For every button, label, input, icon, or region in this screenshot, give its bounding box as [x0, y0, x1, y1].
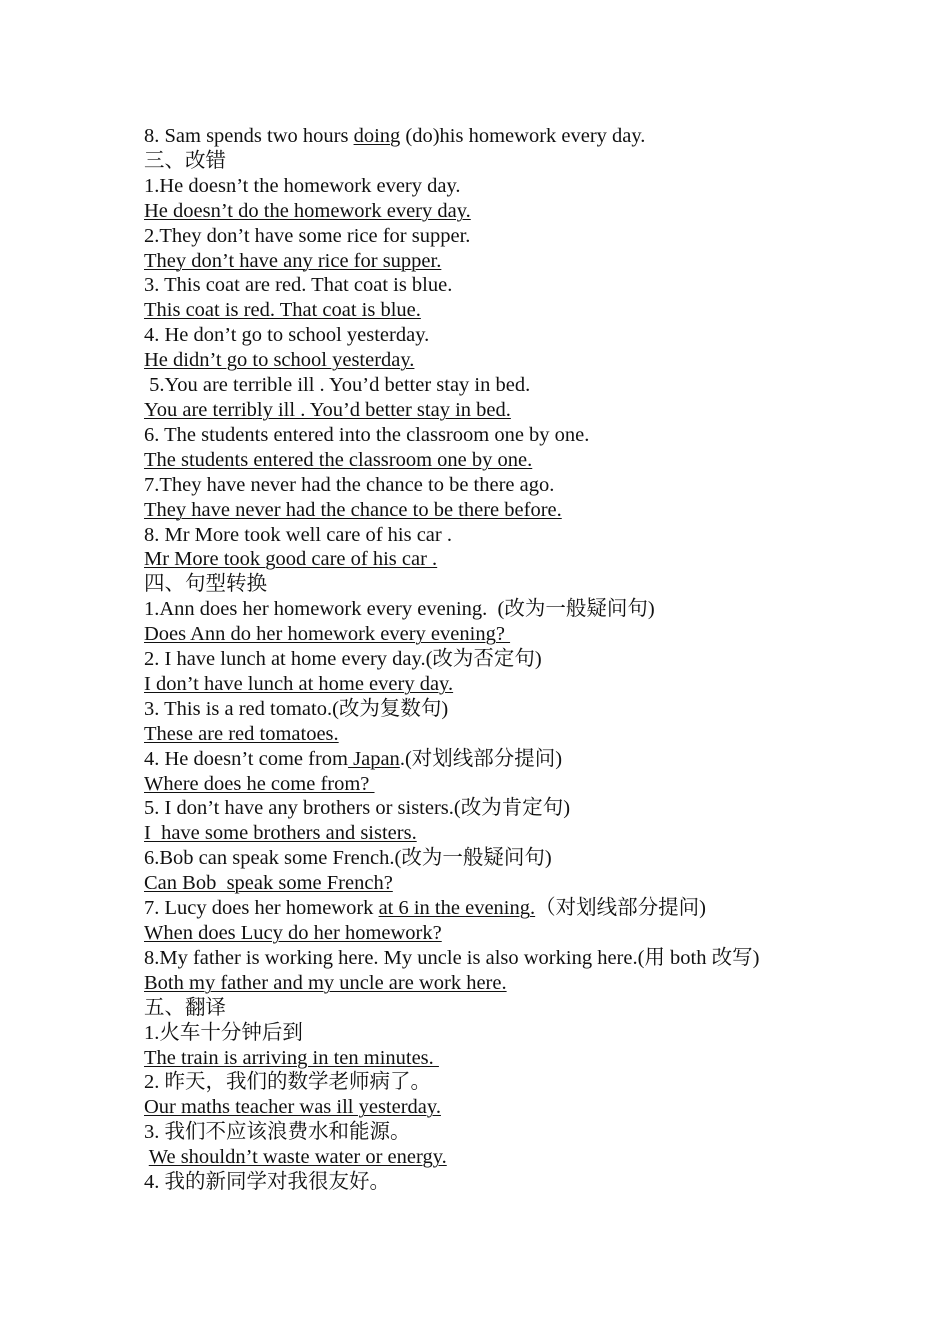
text-line — [144, 124, 810, 149]
underlined-text: at 6 in the evening. — [378, 897, 536, 920]
text-line — [144, 1095, 810, 1120]
text-span: 3. 我们不应该浪费水和能源。 — [144, 1121, 411, 1144]
text-line — [144, 1120, 810, 1145]
underlined-text: These are red tomatoes. — [144, 722, 339, 745]
text-span: 5. I don’t have any brothers or sisters.(改为肯定句) — [144, 797, 571, 820]
underlined-text: He doesn’t do the homework every day. — [144, 199, 471, 222]
text-line — [144, 199, 810, 224]
text-span: 五、翻译 — [144, 996, 226, 1019]
text-span: 8. Mr More took well care of his car . — [144, 523, 452, 546]
text-line — [144, 946, 810, 971]
underlined-text: Our maths teacher was ill yesterday. — [144, 1096, 441, 1119]
underlined-text: We shouldn’t waste water or energy. — [148, 1146, 447, 1169]
text-line — [144, 871, 810, 896]
text-line — [144, 323, 810, 348]
text-line — [144, 647, 810, 672]
text-span: 1.火车十分钟后到 — [144, 1021, 303, 1044]
underlined-text: I don’t have lunch at home every day. — [144, 672, 454, 695]
text-line — [144, 622, 810, 647]
document-page — [144, 124, 810, 1195]
underlined-text: Can Bob speak some French? — [144, 872, 393, 895]
text-span: 5.You are terrible ill . You’d better stay in bed. — [144, 374, 531, 397]
text-span: 4. He doesn’t come from — [144, 747, 348, 770]
text-line — [144, 921, 810, 946]
text-line — [144, 572, 810, 597]
text-line — [144, 473, 810, 498]
text-span: 6. The students entered into the classroom one by one. — [144, 423, 590, 446]
text-span: 4. He don’t go to school yesterday. — [144, 324, 430, 347]
text-line — [144, 971, 810, 996]
text-line — [144, 846, 810, 871]
underlined-text: They have never had the chance to be there before. — [144, 498, 562, 521]
underlined-text: Japan — [348, 747, 400, 770]
text-span: 7.They have never had the chance to be there ago. — [144, 473, 555, 496]
text-span: 2.They don’t have some rice for supper. — [144, 224, 471, 247]
underlined-text: The train is arriving in ten minutes. — [144, 1046, 439, 1069]
text-span: .(对划线部分提问) — [399, 747, 563, 770]
underlined-text: When does Lucy do her homework? — [144, 922, 442, 944]
text-line — [144, 523, 810, 548]
text-line — [144, 821, 810, 846]
text-span: 三、改错 — [144, 149, 226, 172]
underlined-text: The students entered the classroom one by one. — [144, 448, 533, 471]
text-line — [144, 896, 810, 921]
text-line — [144, 174, 810, 199]
text-line — [144, 298, 810, 323]
text-span: 7. Lucy does her homework — [144, 897, 379, 920]
underlined-text: Both my father and my uncle are work here. — [144, 971, 507, 994]
text-line — [144, 423, 810, 448]
text-line — [144, 722, 810, 747]
text-line — [144, 448, 810, 473]
text-line — [144, 597, 810, 622]
text-span: 3. This coat are red. That coat is blue. — [144, 274, 453, 297]
text-line — [144, 772, 810, 797]
underlined-text: Mr More took good care of his car . — [144, 548, 438, 571]
text-span: 1.He doesn’t the homework every day. — [144, 174, 461, 197]
text-span: 四、句型转换 — [144, 573, 267, 596]
text-line — [144, 747, 810, 772]
text-span: 1.Ann does her homework every evening. (改为一般疑问句) — [144, 598, 655, 621]
underlined-text: You are terribly ill . You’d better stay in bed. — [144, 398, 511, 421]
text-span: 3. This is a red tomato.(改为复数句) — [144, 697, 449, 720]
text-span: 8.My father is working here. My uncle is also working here.(用 both 改写) — [144, 946, 760, 969]
text-span: 4. 我的新同学对我很友好。 — [144, 1171, 390, 1194]
text-line — [144, 1046, 810, 1071]
underlined-text: He didn’t go to school yesterday. — [144, 349, 415, 372]
text-span: 2. 昨天，我们的数学老师病了。 — [144, 1071, 431, 1094]
text-span: 8. Sam spends two hours — [144, 125, 354, 147]
text-line — [144, 672, 810, 697]
text-line — [144, 1021, 810, 1046]
text-span: 6.Bob can speak some French.(改为一般疑问句) — [144, 847, 552, 870]
text-line — [144, 398, 810, 423]
underlined-text: Does Ann do her homework every evening? — [144, 623, 511, 646]
text-span: （对划线部分提问) — [535, 897, 706, 920]
text-line — [144, 996, 810, 1021]
text-line — [144, 149, 810, 174]
text-line — [144, 1070, 810, 1095]
underlined-text: doing — [353, 125, 401, 147]
text-line — [144, 373, 810, 398]
underlined-text: They don’t have any rice for supper. — [144, 249, 442, 272]
text-line — [144, 224, 810, 249]
underlined-text: This coat is red. That coat is blue. — [144, 299, 421, 322]
text-line — [144, 1170, 810, 1195]
text-line — [144, 796, 810, 821]
text-line — [144, 249, 810, 274]
underlined-text: Where does he come from? — [144, 772, 375, 795]
text-line — [144, 273, 810, 298]
underlined-text: I have some brothers and sisters. — [144, 822, 417, 845]
text-span: 2. I have lunch at home every day.(改为否定句) — [144, 648, 542, 671]
text-line — [144, 348, 810, 373]
text-span: (do)his homework every day. — [400, 125, 646, 147]
text-line — [144, 1145, 810, 1170]
text-line — [144, 498, 810, 523]
text-line — [144, 547, 810, 572]
text-line — [144, 697, 810, 722]
